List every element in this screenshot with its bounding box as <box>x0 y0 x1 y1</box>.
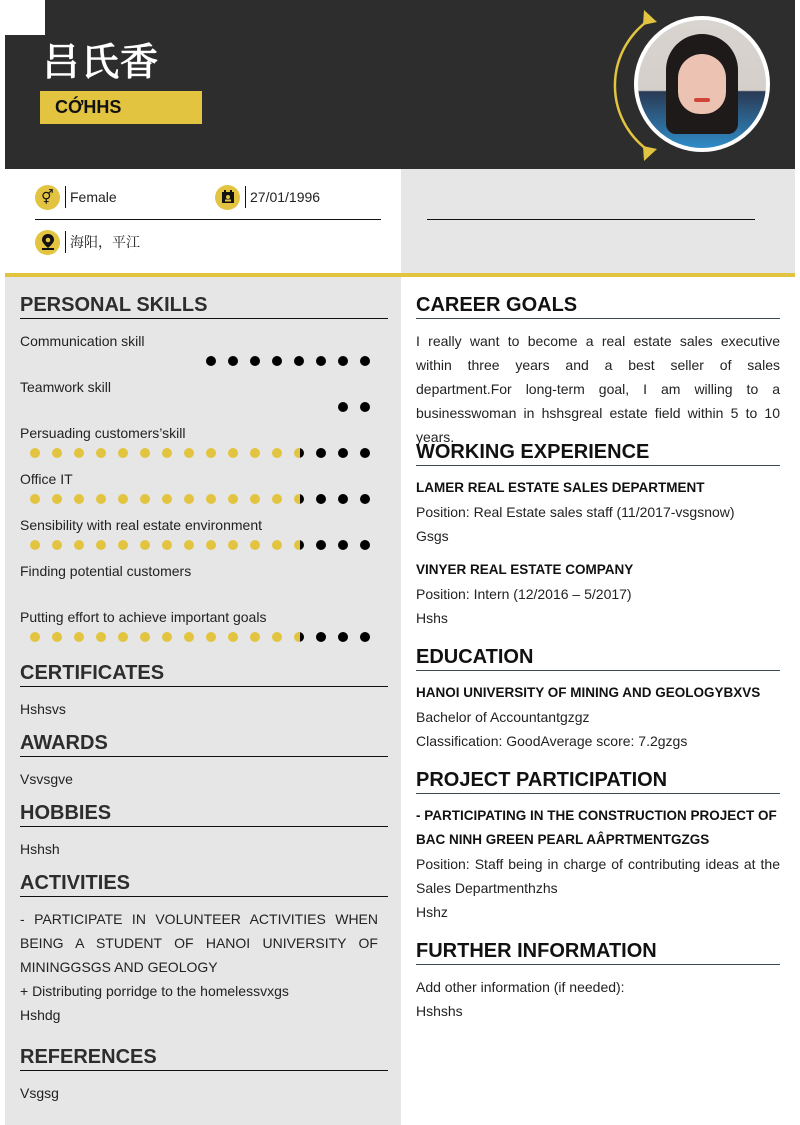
separator <box>245 186 246 208</box>
further-info-label: Add other information (if needed): <box>416 979 625 995</box>
contact-divider <box>35 219 381 220</box>
photo-lips <box>694 98 710 102</box>
rating-dot <box>338 356 348 366</box>
section-rule <box>20 686 388 687</box>
skill-rating <box>20 494 370 504</box>
further-info-text: Hshshs <box>416 1003 463 1019</box>
skill-label: Office IT <box>20 471 73 487</box>
job-title: CỚHHS <box>55 97 122 117</box>
left-column <box>5 277 401 1125</box>
header-notch <box>5 0 45 35</box>
rating-dot <box>228 632 238 642</box>
project-title-line: BAC NINH GREEN PEARL AÂPRTMENTGZGS <box>416 832 710 847</box>
section-rule <box>20 826 388 827</box>
section-title-references: REFERENCES <box>20 1046 157 1068</box>
rating-dot <box>250 632 260 642</box>
rating-dot <box>360 402 370 412</box>
skill-rating <box>20 586 370 596</box>
rating-dot <box>96 448 106 458</box>
skill-rating <box>20 402 370 412</box>
activities-line: Hshdg <box>20 1007 61 1023</box>
rating-dot <box>360 448 370 458</box>
rating-dot <box>140 540 150 550</box>
section-title-education: EDUCATION <box>416 646 534 668</box>
rating-dot <box>294 632 304 642</box>
awards-text: Vsvsgve <box>20 771 73 787</box>
section-title-personal-skills: PERSONAL SKILLS <box>20 294 208 316</box>
candidate-name: 吕氏香 <box>42 42 160 84</box>
contact-info-right <box>401 169 795 273</box>
rating-dot <box>30 540 40 550</box>
rating-dot <box>294 356 304 366</box>
rating-dot <box>228 540 238 550</box>
rating-dot <box>52 540 62 550</box>
location-icon <box>35 230 60 255</box>
rating-dot <box>140 448 150 458</box>
rating-dot <box>96 540 106 550</box>
section-title-career-goals: CAREER GOALS <box>416 294 578 316</box>
right-column <box>401 277 795 1125</box>
birthdate-value: 27/01/1996 <box>250 189 321 205</box>
rating-dot <box>96 632 106 642</box>
skill-rating <box>20 448 370 458</box>
rating-dot <box>250 448 260 458</box>
section-title-further-information: FURTHER INFORMATION <box>416 940 657 962</box>
section-rule <box>416 670 780 671</box>
section-rule <box>416 318 780 319</box>
rating-dot <box>52 632 62 642</box>
section-rule <box>416 465 780 466</box>
rating-dot <box>338 632 348 642</box>
skill-rating <box>20 540 370 550</box>
job-company: VINYER REAL ESTATE COMPANY <box>416 562 634 577</box>
gender-icon: ⚥ <box>35 185 60 210</box>
rating-dot <box>228 494 238 504</box>
rating-dot <box>206 632 216 642</box>
project-position: Position: Staff being in charge of contributing ideas at the Sales Departmenthzhs <box>416 856 780 896</box>
address-value: 海阳，平江 <box>70 234 140 250</box>
activities-line: - PARTICIPATE IN VOLUNTEER ACTIVITIES WHEN BEING A STUDENT OF HANOI UNIVERSITY OF MININGGSGS AND GEOLOGY <box>20 911 378 975</box>
blank-field-line <box>427 219 755 220</box>
certificates-text: Hshsvs <box>20 701 66 717</box>
profile-photo[interactable] <box>634 16 770 152</box>
education-school: HANOI UNIVERSITY OF MINING AND GEOLOGYBXVS <box>416 685 761 700</box>
skill-rating <box>20 632 370 642</box>
birthdate-item <box>215 184 320 210</box>
job-note: Gsgs <box>416 528 449 544</box>
rating-dot <box>206 494 216 504</box>
rating-dot <box>162 540 172 550</box>
activities-line: + Distributing porridge to the homelessvxgs <box>20 983 289 999</box>
skill-rating <box>20 356 370 366</box>
rating-dot <box>294 540 304 550</box>
address-item <box>35 229 140 255</box>
rating-dot <box>338 448 348 458</box>
rating-dot <box>338 540 348 550</box>
rating-dot <box>162 494 172 504</box>
separator <box>65 186 66 208</box>
section-title-certificates: CERTIFICATES <box>20 662 165 684</box>
section-rule <box>416 793 780 794</box>
job-note: Hshs <box>416 610 448 626</box>
rating-dot <box>74 632 84 642</box>
rating-dot <box>184 540 194 550</box>
rating-dot <box>184 494 194 504</box>
header <box>5 0 795 169</box>
hobbies-text: Hshsh <box>20 841 60 857</box>
rating-dot <box>316 448 326 458</box>
rating-dot <box>52 494 62 504</box>
section-rule <box>416 964 780 965</box>
rating-dot <box>228 448 238 458</box>
photo-face <box>678 54 726 114</box>
rating-dot <box>316 632 326 642</box>
rating-dot <box>30 494 40 504</box>
project-title-line: - PARTICIPATING IN THE CONSTRUCTION PROJECT OF <box>416 808 777 823</box>
section-rule <box>20 318 388 319</box>
rating-dot <box>96 494 106 504</box>
rating-dot <box>360 356 370 366</box>
rating-dot <box>228 356 238 366</box>
education-degree: Bachelor of Accountantgzgz <box>416 709 590 725</box>
rating-dot <box>162 448 172 458</box>
rating-dot <box>272 540 282 550</box>
skill-label: Communication skill <box>20 333 145 349</box>
section-title-hobbies: HOBBIES <box>20 802 112 824</box>
rating-dot <box>118 494 128 504</box>
calendar-icon <box>215 185 240 210</box>
skill-label: Teamwork skill <box>20 379 112 395</box>
skill-label: Putting effort to achieve important goals <box>20 609 267 625</box>
rating-dot <box>316 540 326 550</box>
references-text: Vsgsg <box>20 1085 59 1101</box>
section-rule <box>20 896 388 897</box>
rating-dot <box>118 540 128 550</box>
rating-dot <box>272 494 282 504</box>
contact-info <box>5 169 401 273</box>
rating-dot <box>184 448 194 458</box>
job-position: Position: Real Estate sales staff (11/2017-vsgsnow) <box>416 504 735 520</box>
rating-dot <box>250 356 260 366</box>
rating-dot <box>294 448 304 458</box>
rating-dot <box>206 540 216 550</box>
rating-dot <box>118 448 128 458</box>
rating-dot <box>272 356 282 366</box>
separator <box>65 231 66 253</box>
rating-dot <box>360 540 370 550</box>
rating-dot <box>184 632 194 642</box>
project-note: Hshz <box>416 904 448 920</box>
rating-dot <box>74 494 84 504</box>
job-title-bar <box>40 91 202 124</box>
education-classification: Classification: GoodAverage score: 7.2gzgs <box>416 733 688 749</box>
rating-dot <box>206 356 216 366</box>
rating-dot <box>74 540 84 550</box>
rating-dot <box>316 494 326 504</box>
rating-dot <box>360 632 370 642</box>
rating-dot <box>118 632 128 642</box>
rating-dot <box>338 402 348 412</box>
skill-label: Finding potential customers <box>20 563 192 579</box>
skill-label: Sensibility with real estate environment <box>20 517 263 533</box>
rating-dot <box>30 448 40 458</box>
section-title-project-participation: PROJECT PARTICIPATION <box>416 769 668 791</box>
job-company: LAMER REAL ESTATE SALES DEPARTMENT <box>416 480 705 495</box>
skill-label: Persuading customers’skill <box>20 425 186 441</box>
section-rule <box>20 1070 388 1071</box>
avatar-area <box>610 8 780 163</box>
rating-dot <box>162 632 172 642</box>
rating-dot <box>206 448 216 458</box>
rating-dot <box>360 494 370 504</box>
rating-dot <box>74 448 84 458</box>
section-title-awards: AWARDS <box>20 732 108 754</box>
rating-dot <box>140 494 150 504</box>
section-title-activities: ACTIVITIES <box>20 872 131 894</box>
section-rule <box>20 756 388 757</box>
rating-dot <box>140 632 150 642</box>
rating-dot <box>30 632 40 642</box>
job-position: Position: Intern (12/2016 – 5/2017) <box>416 586 632 602</box>
gender-item <box>35 184 117 210</box>
rating-dot <box>272 632 282 642</box>
gender-value: Female <box>70 189 117 205</box>
career-goals-text: I really want to become a real estate sales executive within three years and a best seller of sales department.For long-term goal, I am willing to a businesswoman in hshsgreal estate field within 5 to 10 years. <box>416 333 780 445</box>
rating-dot <box>250 540 260 550</box>
rating-dot <box>338 494 348 504</box>
section-title-working-experience: WORKING EXPERIENCE <box>416 441 650 463</box>
rating-dot <box>272 448 282 458</box>
rating-dot <box>316 356 326 366</box>
rating-dot <box>250 494 260 504</box>
rating-dot <box>52 448 62 458</box>
rating-dot <box>294 494 304 504</box>
